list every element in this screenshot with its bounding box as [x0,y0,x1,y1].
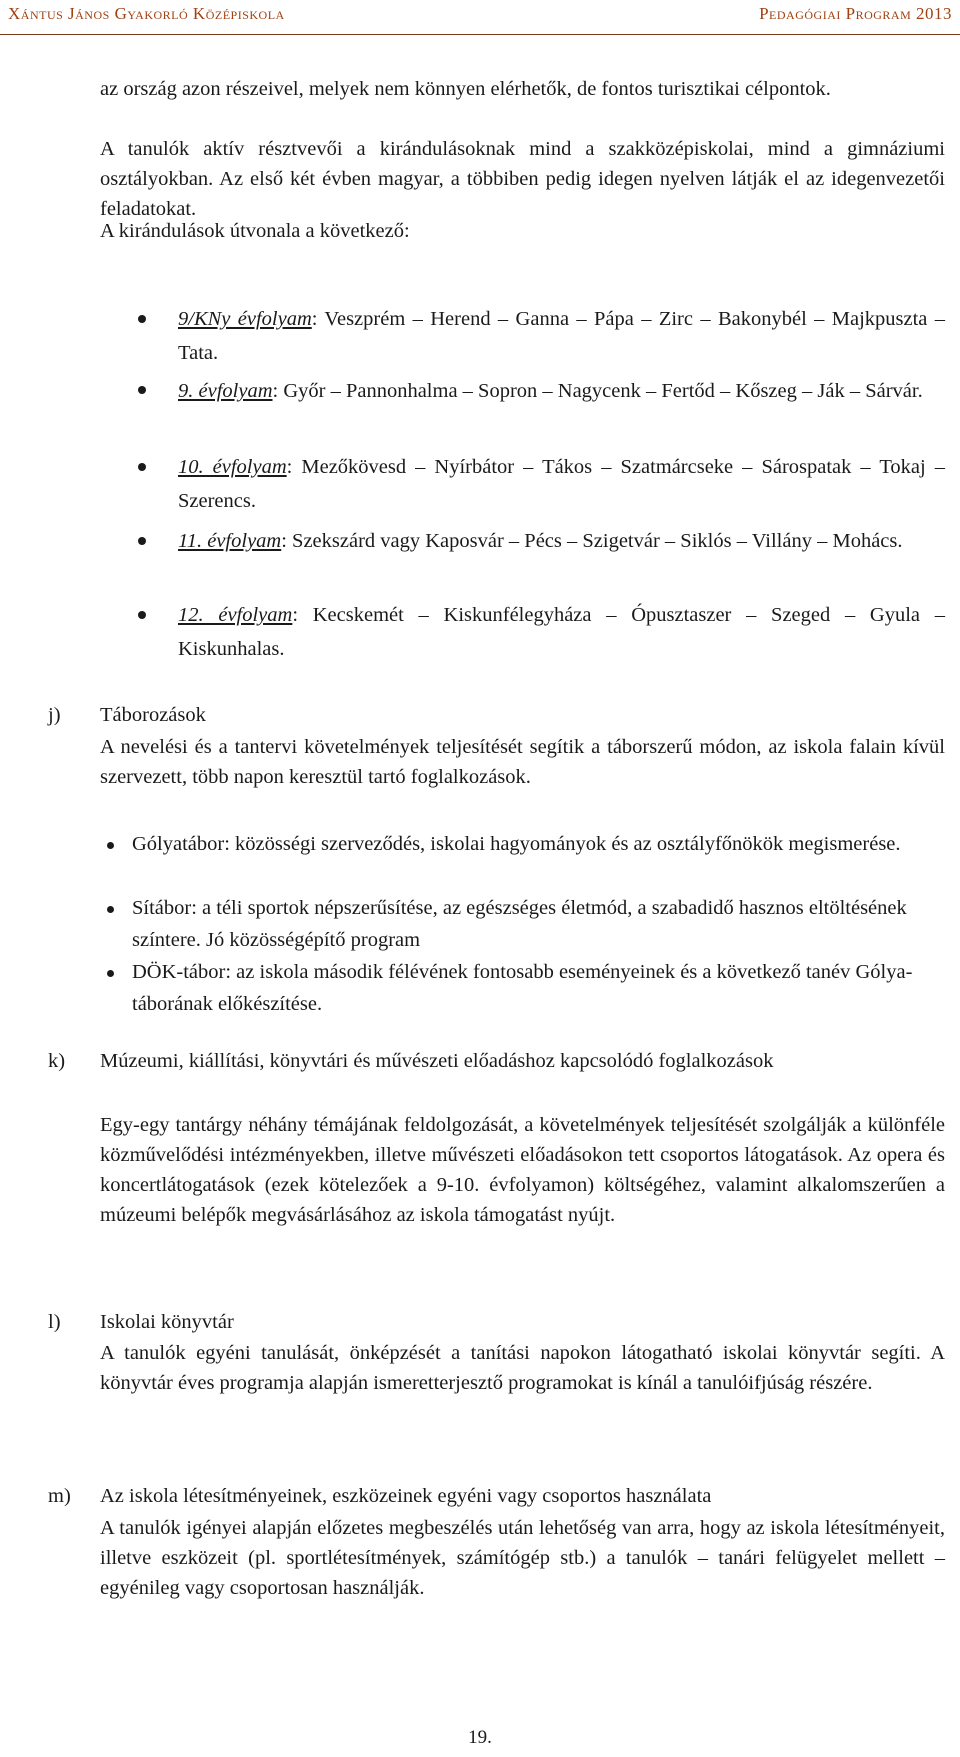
bullet-icon [138,611,146,619]
route-grade: 9/KNy évfolyam [178,308,312,330]
section-j-marker: j) [48,704,61,726]
route-text: : Mezőkövesd – Nyírbátor – Tákos – Szatmárcseke – Sárospatak – Tokaj – Szerencs. [178,456,946,512]
bullet-icon [107,970,114,977]
route-item [178,524,945,558]
route-text: : Veszprém – Herend – Ganna – Pápa – Zirc – Bakonybél – Majkpuszta – Tata. [178,308,945,364]
intro-paragraph-2: A tanulók aktív résztvevői a kirándulásoknak mind a szakközépiskolai, mind a gimnáziumi osztályokban. Az első két évben magyar, a többiben pedig idegen nyelven látják el az idegenvezetői feladatokat. [100,138,945,220]
route-grade: 11. évfolyam [178,530,282,552]
route-grade: 9. évfolyam [178,380,273,402]
section-j-body: A nevelési és a tantervi követelmények teljesítését segítik a táborszerű módon, az iskola falain kívül szervezett, több napon keresztül tartó foglalkozások. [100,736,945,788]
page-number: 19. [468,1727,492,1748]
intro-paragraph-3: A kirándulások útvonala a következő: [100,220,410,242]
bullet-icon [138,315,146,323]
route-text: : Kecskemét – Kiskunfélegyháza – Ópusztaszer – Szeged – Gyula – Kiskunhalas. [178,604,946,660]
section-l-body: A tanulók egyéni tanulását, önképzését a tanítási napokon látogatható iskolai könyvtár segíti. A könyvtár éves programja alapján ismeretterjesztő programokat is kínál a tanulóifjúság részére. [100,1342,945,1394]
intro-paragraph-1: az ország azon részeivel, melyek nem könnyen elérhetők, de fontos turisztikai célpontok. [100,78,831,100]
bullet-icon [138,386,146,394]
route-grade: 12. évfolyam [178,604,293,626]
route-item [178,450,945,518]
section-m-body: A tanulók igényei alapján előzetes megbeszélés után lehetőség van arra, hogy az iskola létesítményeit, illetve eszközeit (pl. sportlétesítmények, számítógép stb.) a tanulók – tanári felügyelet mellett – egyénileg vagy csoportosan használják. [100,1517,945,1599]
section-m-title: Az iskola létesítményeinek, eszközeinek egyéni vagy csoportos használata [100,1485,712,1507]
page-header [0,0,960,35]
bullet-icon [138,463,146,471]
route-item [178,598,945,666]
header-school-name: Xántus János Gyakorló Középiskola [8,4,285,23]
header-document-title: Pedagógiai Program 2013 [759,4,952,23]
section-j-title: Táborozások [100,704,206,726]
section-l-title: Iskolai könyvtár [100,1311,234,1333]
camp-item: Sítábor: a téli sportok népszerűsítése, az egészséges életmód, a szabadidő hasznos eltöltésének színtere. Jó közösségépítő program [132,897,907,951]
route-text: : Győr – Pannonhalma – Sopron – Nagycenk – Fertőd – Kőszeg – Ják – Sárvár. [272,380,923,402]
route-grade: 10. évfolyam [178,456,287,478]
section-m-marker: m) [48,1485,71,1507]
section-k-marker: k) [48,1050,66,1072]
bullet-icon [107,842,114,849]
section-l-marker: l) [48,1311,61,1333]
bullet-icon [107,906,114,913]
route-text: : Szekszárd vagy Kaposvár – Pécs – Szigetvár – Siklós – Villány – Mohács. [281,530,903,552]
camp-item: Gólyatábor: közösségi szerveződés, iskolai hagyományok és az osztályfőnökök megismerése. [132,833,901,855]
section-k-body: Egy-egy tantárgy néhány témájának feldolgozását, a követelmények teljesítését szolgálják a különféle közművelődési intézményekben, illetve művészeti előadásokon tett csoportos látogatások. Az opera és koncertlátogatások (ezek kötelezőek a 9-10. évfolyamon) költségéhez, valamint alkalomszerűen a múzeumi belépők megvásárlásához az iskola támogatást nyújt. [100,1114,945,1226]
route-item [178,302,945,370]
camp-item: DÖK-tábor: az iskola második félévének fontosabb eseményeinek és a következő tanév Gólya-táborának előkészítése. [132,961,913,1015]
route-item [178,374,945,408]
bullet-icon [138,537,146,545]
section-k-title: Múzeumi, kiállítási, könyvtári és művészeti előadáshoz kapcsolódó foglalkozások [100,1050,774,1072]
